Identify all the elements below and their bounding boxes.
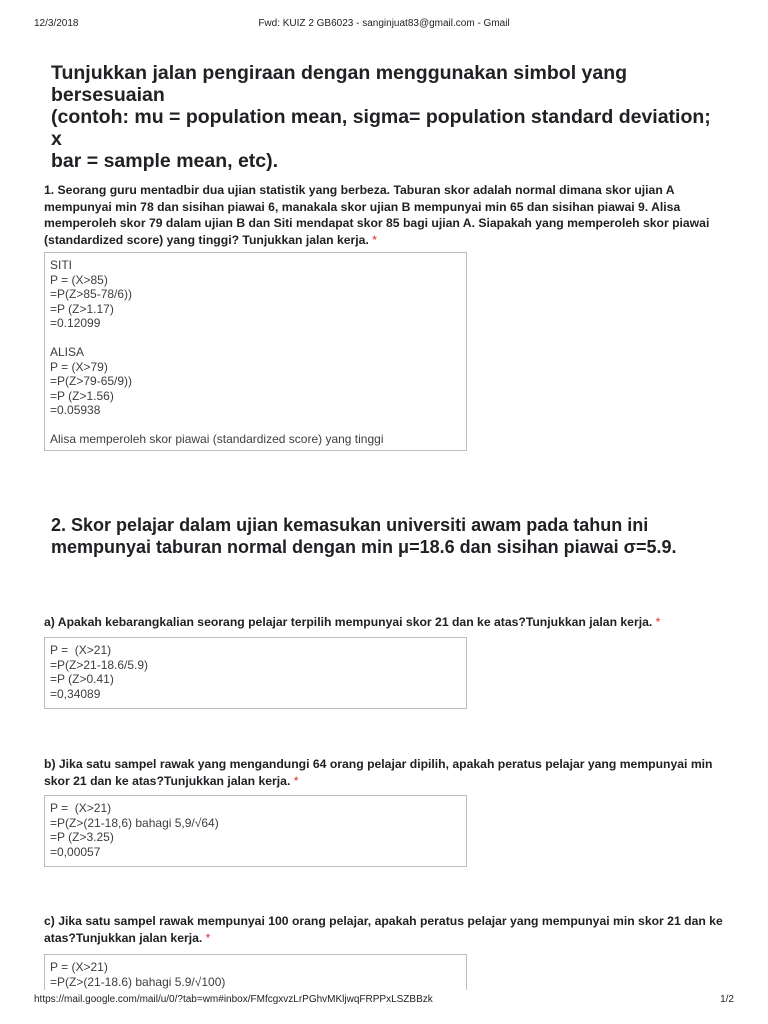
print-date: 12/3/2018 (34, 18, 79, 29)
question-c-line (44, 930, 734, 947)
print-title: Fwd: KUIZ 2 GB6023 - sanginjuat83@gmail.com - Gmail (258, 18, 510, 29)
required-asterisk: * (293, 773, 299, 788)
question-a-line (44, 614, 734, 631)
instruction-heading (51, 62, 721, 172)
answer-line: P = (X>21) (50, 960, 108, 974)
answer-line: P = (X>85) (50, 272, 108, 287)
question-b-line (44, 773, 734, 790)
question-1-text: (standardized score) yang tinggi? Tunjukkan jalan kerja. (44, 232, 369, 247)
answer-blank-line (50, 418, 461, 433)
print-header (34, 18, 734, 32)
answer-line: =P(Z>79-65/9)) (50, 374, 133, 388)
question-a (44, 614, 734, 631)
answer-line: =0,00057 (50, 844, 101, 859)
answer-line: P = (X>21) (50, 643, 112, 657)
answer-line: P = (X>21) (50, 801, 112, 815)
question-c-line: c) Jika satu sampel rawak mempunyai 100 orang pelajar, apakah peratus pelajar yang mempunyai min skor 21 dan ke (44, 914, 723, 928)
section-2-heading (51, 514, 731, 558)
answer-line: P = (X>79) (50, 359, 108, 374)
instruction-line: (contoh: mu = population mean, sigma= population standard deviation; x (51, 106, 711, 150)
print-footer (34, 994, 734, 1008)
required-asterisk: * (655, 615, 661, 629)
page-number: 1/2 (720, 994, 734, 1005)
question-b (44, 756, 734, 789)
instruction-line: Tunjukkan jalan pengiraan dengan menggunakan simbol yang bersesuaian (51, 62, 628, 106)
answer-line: =0.12099 (50, 316, 101, 330)
required-asterisk: * (205, 930, 211, 945)
question-1-line: mempunyai min 78 dan sisihan piawai 6, manakala skor ujian B mempunyai min 65 dan sisihan piawai 9. Alisa (44, 199, 681, 214)
answer-line: =P(Z>21-18.6/5.9) (50, 657, 149, 672)
answer-blank-line (50, 331, 461, 346)
answer-line: =P (Z>0.41) (50, 672, 114, 686)
answer-a-textarea[interactable] (44, 637, 467, 709)
section-2-line: 2. Skor pelajar dalam ujian kemasukan universiti awam pada tahun ini (51, 515, 649, 535)
question-b-line: b) Jika satu sampel rawak yang mengandungi 64 orang pelajar dipilih, apakah peratus pelajar yang mempunyai min (44, 757, 713, 771)
answer-line: =0,34089 (50, 686, 101, 701)
question-c-text: atas?Tunjukkan jalan kerja. (44, 930, 203, 945)
required-asterisk: * (372, 232, 377, 247)
question-1-line: memperoleh skor 79 dalam ujian B dan Siti mendapat skor 85 bagi ujian A. Siapakah yang memperoleh skor piawai (44, 216, 710, 230)
answer-line: =0.05938 (50, 403, 101, 417)
answer-line: SITI (50, 258, 73, 272)
answer-line: =P (Z>1.56) (50, 388, 114, 403)
question-1-line (44, 232, 734, 249)
print-url: https://mail.google.com/mail/u/0/?tab=wm#inbox/FMfcgxvzLrPGhvMKljwqFRPPxLSZBBzk (34, 994, 433, 1005)
answer-line: =P(Z>(21-18.6) bahagi 5.9/√100) (50, 974, 226, 989)
answer-c-textarea[interactable] (44, 954, 467, 990)
question-c (44, 913, 734, 946)
question-b-text: skor 21 dan ke atas?Tunjukkan jalan kerja. (44, 773, 291, 788)
instruction-line: bar = sample mean, etc). (51, 150, 279, 172)
answer-line: =P (Z>1.17) (50, 301, 114, 316)
answer-line: =P (Z>3.25) (50, 830, 114, 844)
question-1 (44, 182, 734, 248)
section-2-line: mempunyai taburan normal dengan min μ=18.6 dan sisihan piawai σ=5.9. (51, 537, 677, 557)
answer-line: =P(Z>85-78/6)) (50, 287, 133, 301)
answer-line: Alisa memperoleh skor piawai (standardized score) yang tinggi (50, 432, 384, 446)
answer-1-textarea[interactable] (44, 252, 467, 451)
answer-b-textarea[interactable] (44, 795, 467, 867)
answer-line: =P(Z>(21-18,6) bahagi 5,9/√64) (50, 815, 219, 830)
question-1-line: 1. Seorang guru mentadbir dua ujian statistik yang berbeza. Taburan skor adalah normal dimana skor ujian A (44, 183, 675, 197)
answer-line: ALISA (50, 345, 85, 359)
question-a-text: a) Apakah kebarangkalian seorang pelajar terpilih mempunyai skor 21 dan ke atas?Tunjukkan jalan kerja. (44, 615, 653, 629)
